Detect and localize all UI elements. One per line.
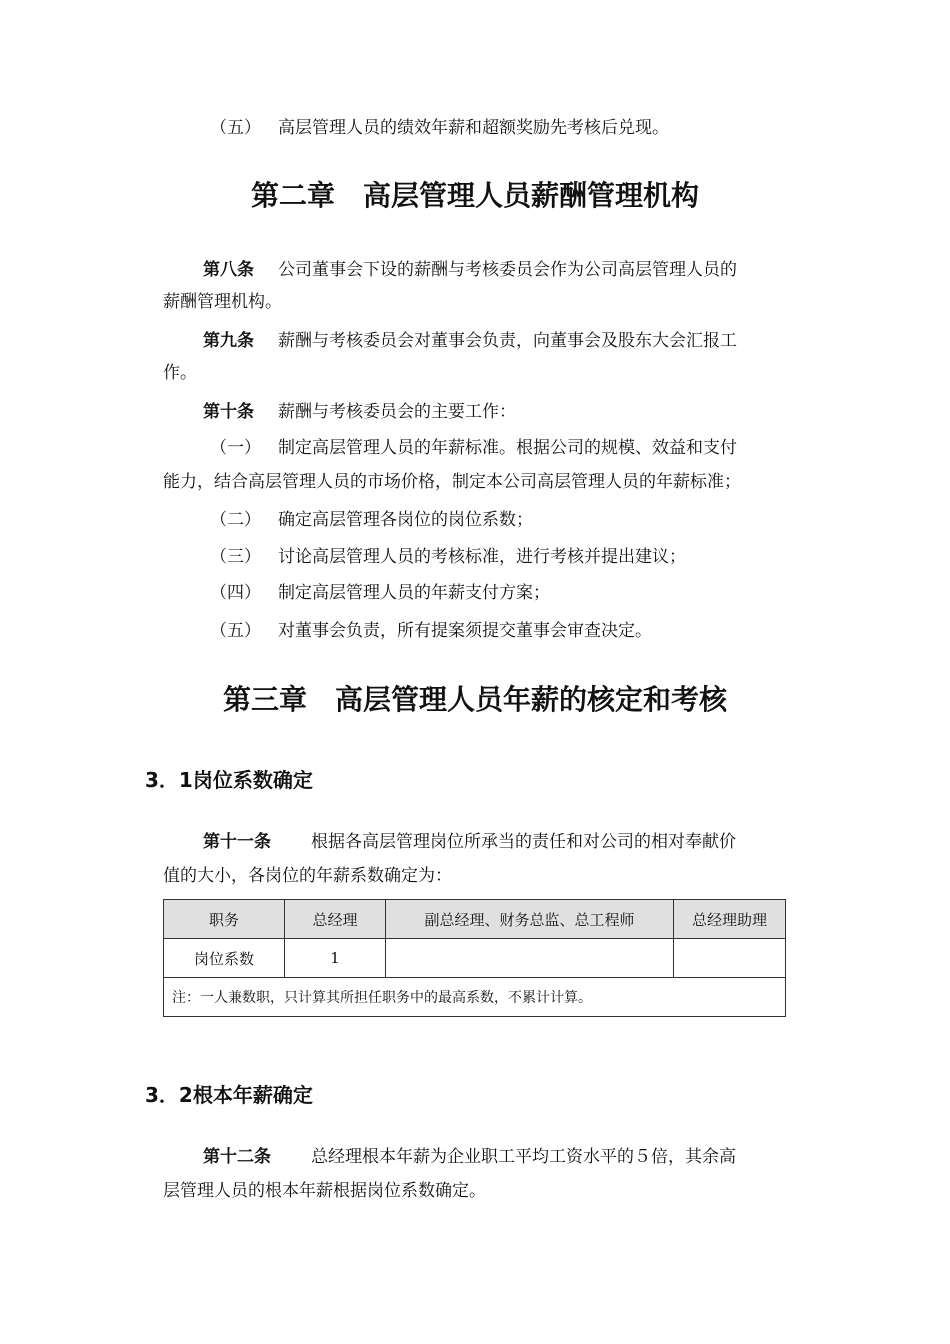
section-3-2-title: 3．2根本年薪确定 xyxy=(145,1083,313,1107)
article-8-line1 xyxy=(203,254,737,286)
item-number: （一） xyxy=(210,438,261,458)
table-header-cell: 副总经理、财务总监、总工程师 xyxy=(386,900,674,939)
article-11-text: 根据各高层管理岗位所承当的责任和对公司的相对奉献价 xyxy=(311,832,736,852)
item-text: 制定高层管理人员的年薪支付方案； xyxy=(278,583,550,603)
table-row xyxy=(164,939,786,978)
section-3-1-title: 3．1岗位系数确定 xyxy=(145,768,313,792)
table-cell: 1 xyxy=(285,939,386,978)
article-10-line xyxy=(203,396,516,428)
article-12-text: 总经理根本年薪为企业职工平均工资水平的５倍，其余高 xyxy=(311,1147,736,1167)
list-item-1 xyxy=(210,432,737,464)
item-text: 确定高层管理各岗位的岗位系数； xyxy=(278,510,533,530)
item-number: （三） xyxy=(210,547,261,567)
item-text: 讨论高层管理人员的考核标准，进行考核并提出建议； xyxy=(278,547,686,567)
table-cell xyxy=(674,939,786,978)
chapter-3-title: 第三章 高层管理人员年薪的核定和考核 xyxy=(222,683,727,716)
list-item-3 xyxy=(210,541,686,573)
table-header-row xyxy=(164,900,786,939)
article-12-line2: 层管理人员的根本年薪根据岗位系数确定。 xyxy=(163,1181,486,1201)
table-cell: 岗位系数 xyxy=(164,939,285,978)
article-8-label: 第八条 xyxy=(203,260,254,280)
article-12-label: 第十二条 xyxy=(203,1147,271,1167)
article-9-line1 xyxy=(203,325,737,357)
chapter-2-title: 第二章 高层管理人员薪酬管理机构 xyxy=(250,179,699,212)
item-number: （五） xyxy=(210,118,261,138)
article-11-line2: 值的大小，各岗位的年薪系数确定为： xyxy=(163,866,452,886)
article-8-text: 公司董事会下设的薪酬与考核委员会作为公司高层管理人员的 xyxy=(278,260,737,280)
top-list-item xyxy=(210,112,669,144)
list-item-2 xyxy=(210,504,533,536)
table-note-row xyxy=(164,978,786,1017)
list-item-1-line2: 能力，结合高层管理人员的市场价格，制定本公司高层管理人员的年薪标准； xyxy=(163,472,741,492)
table-cell xyxy=(386,939,674,978)
position-coefficient-table xyxy=(163,899,786,1017)
article-9-label: 第九条 xyxy=(203,331,254,351)
table-header-cell: 总经理助理 xyxy=(674,900,786,939)
article-9-line2: 作。 xyxy=(163,363,197,383)
table-header-cell: 总经理 xyxy=(285,900,386,939)
list-item-4 xyxy=(210,577,550,609)
table-header-cell: 职务 xyxy=(164,900,285,939)
table-note: 注：一人兼数职，只计算其所担任职务中的最高系数，不累计计算。 xyxy=(164,978,786,1017)
item-number: （四） xyxy=(210,583,261,603)
item-number: （五） xyxy=(210,621,261,641)
list-item-5 xyxy=(210,615,652,647)
article-10-text: 薪酬与考核委员会的主要工作： xyxy=(278,402,516,422)
item-text: 制定高层管理人员的年薪标准。根据公司的规模、效益和支付 xyxy=(278,438,737,458)
article-11-line1 xyxy=(203,826,736,858)
article-10-label: 第十条 xyxy=(203,402,254,422)
article-9-text: 薪酬与考核委员会对董事会负责，向董事会及股东大会汇报工 xyxy=(278,331,737,351)
item-number: （二） xyxy=(210,510,261,530)
item-text: 对董事会负责，所有提案须提交董事会审查决定。 xyxy=(278,621,652,641)
item-text: 高层管理人员的绩效年薪和超额奖励先考核后兑现。 xyxy=(278,118,669,138)
article-8-line2: 薪酬管理机构。 xyxy=(163,292,282,312)
article-11-label: 第十一条 xyxy=(203,832,271,852)
article-12-line1 xyxy=(203,1141,736,1173)
